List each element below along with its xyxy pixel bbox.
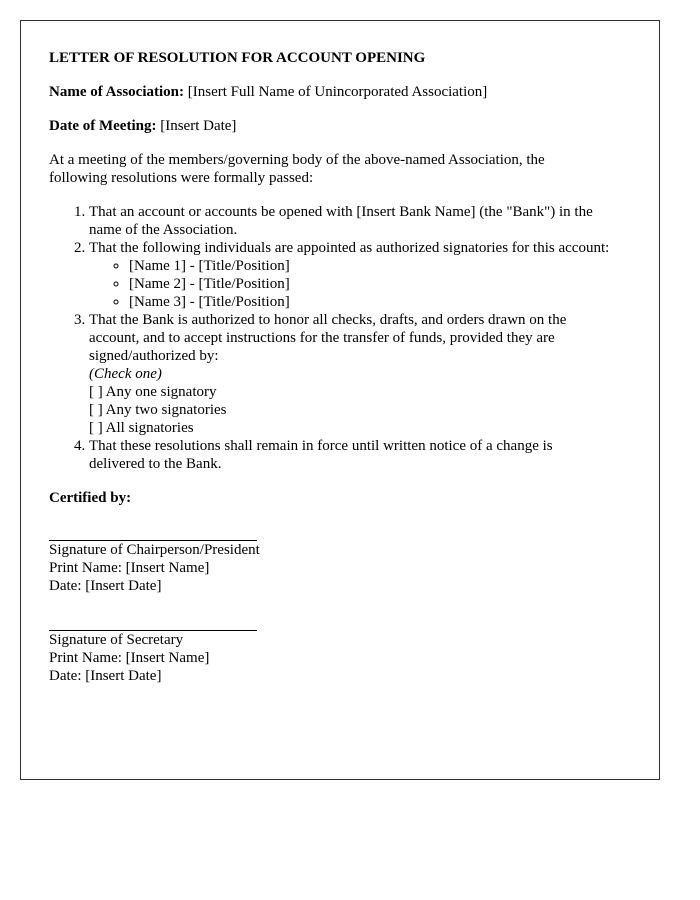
signatory-item: ◦ [Name 2] - [Title/Position] xyxy=(129,275,611,293)
signature-role: Signature of Chairperson/President xyxy=(49,542,260,558)
signature-line xyxy=(49,613,257,631)
meeting-date-value: [Insert Date] xyxy=(160,118,237,134)
resolutions-list xyxy=(49,203,631,473)
meeting-date-label: Date of Meeting: xyxy=(49,118,157,134)
print-name: Print Name: [Insert Name] xyxy=(49,650,210,666)
resolution-item xyxy=(89,311,631,437)
association-name-value: [Insert Full Name of Unincorporated Association] xyxy=(187,84,488,100)
resolution-text: That the following individuals are appointed as authorized signatories for this account: xyxy=(89,240,610,256)
signature-date: Date: [Insert Date] xyxy=(49,578,162,594)
chairperson-signature-block xyxy=(49,523,631,595)
resolution-item xyxy=(89,239,631,311)
resolution-item xyxy=(89,203,631,239)
print-name: Print Name: [Insert Name] xyxy=(49,560,210,576)
resolution-text: That these resolutions shall remain in force until written notice of a change is delivered to the Bank. xyxy=(89,438,553,472)
signatories-list xyxy=(89,257,611,311)
option-all: [ ] All signatories xyxy=(89,420,194,436)
signature-line xyxy=(49,523,257,541)
option-any-one: [ ] Any one signatory xyxy=(89,384,217,400)
check-one-note: (Check one) xyxy=(89,366,162,382)
option-any-two: [ ] Any two signatories xyxy=(89,402,227,418)
document-title: LETTER OF RESOLUTION FOR ACCOUNT OPENING xyxy=(49,50,426,66)
meeting-date-field xyxy=(49,117,631,135)
association-name-label: Name of Association: xyxy=(49,84,184,100)
association-name-field xyxy=(49,83,631,101)
resolution-text: That an account or accounts be opened with [Insert Bank Name] (the "Bank") in the name of the Association. xyxy=(89,204,593,238)
secretary-signature-block xyxy=(49,613,631,685)
signatory-item: ◦ [Name 1] - [Title/Position] xyxy=(129,257,611,275)
signatory-item: ◦ [Name 3] - [Title/Position] xyxy=(129,293,611,311)
resolution-text: That the Bank is authorized to honor all checks, drafts, and orders drawn on the account, and to accept instructions for the transfer of funds, provided they are signed/authorized by: xyxy=(89,312,567,364)
resolution-item xyxy=(89,437,631,473)
document-page xyxy=(20,20,660,780)
signature-role: Signature of Secretary xyxy=(49,632,184,648)
certified-by-label: Certified by: xyxy=(49,490,132,506)
signature-date: Date: [Insert Date] xyxy=(49,668,162,684)
intro-paragraph: At a meeting of the members/governing body of the above-named Association, the following resolutions were formally passed: xyxy=(49,152,545,186)
